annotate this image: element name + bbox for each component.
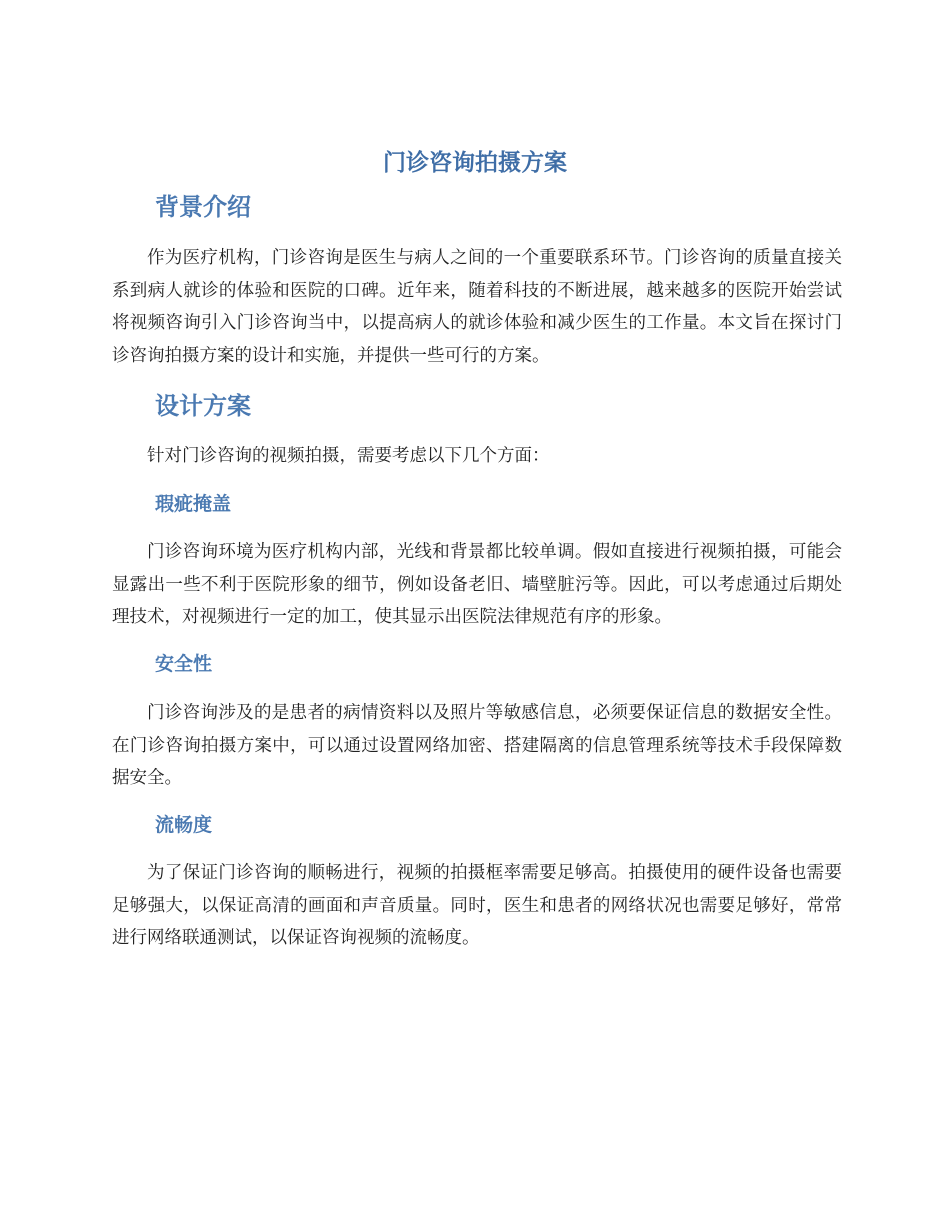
section-heading-design: 设计方案 — [155, 392, 251, 420]
document-title: 门诊咨询拍摄方案 — [383, 150, 567, 176]
section-heading-background: 背景介绍 — [155, 193, 251, 221]
subsection-heading-smoothness: 流畅度 — [155, 814, 213, 836]
subsection-heading-blemish: 瑕疵掩盖 — [155, 493, 232, 515]
subsection-heading-security: 安全性 — [155, 653, 213, 675]
paragraph-background: 作为医疗机构，门诊咨询是医生与病人之间的一个重要联系环节。门诊咨询的质量直接关系到病人就诊的体验和医院的口碑。近年来，随着科技的不断进展，越来越多的医院开始尝试将视频咨询引入门诊咨询当中，以提高病人的就诊体验和减少医生的工作量。本文旨在探讨门诊咨询拍摄方案的设计和实施，并提供一些可行的方案。 — [112, 248, 842, 366]
paragraph-design-intro: 针对门诊咨询的视频拍摄，需要考虑以下几个方面： — [147, 446, 550, 466]
paragraph-security: 门诊咨询涉及的是患者的病情资料以及照片等敏感信息，必须要保证信息的数据安全性。在门诊咨询拍摄方案中，可以通过设置网络加密、搭建隔离的信息管理系统等技术手段保障数据安全。 — [112, 703, 842, 789]
paragraph-blemish: 门诊咨询环境为医疗机构内部，光线和背景都比较单调。假如直接进行视频拍摄，可能会显露出一些不利于医院形象的细节，例如设备老旧、墙壁脏污等。因此，可以考虑通过后期处理技术，对视频进行一定的加工，使其显示出医院法律规范有序的形象。 — [112, 542, 842, 628]
paragraph-smoothness: 为了保证门诊咨询的顺畅进行，视频的拍摄框率需要足够高。拍摄使用的硬件设备也需要足够强大，以保证高清的画面和声音质量。同时，医生和患者的网络状况也需要足够好，常常进行网络联通测试，以保证咨询视频的流畅度。 — [112, 863, 842, 949]
